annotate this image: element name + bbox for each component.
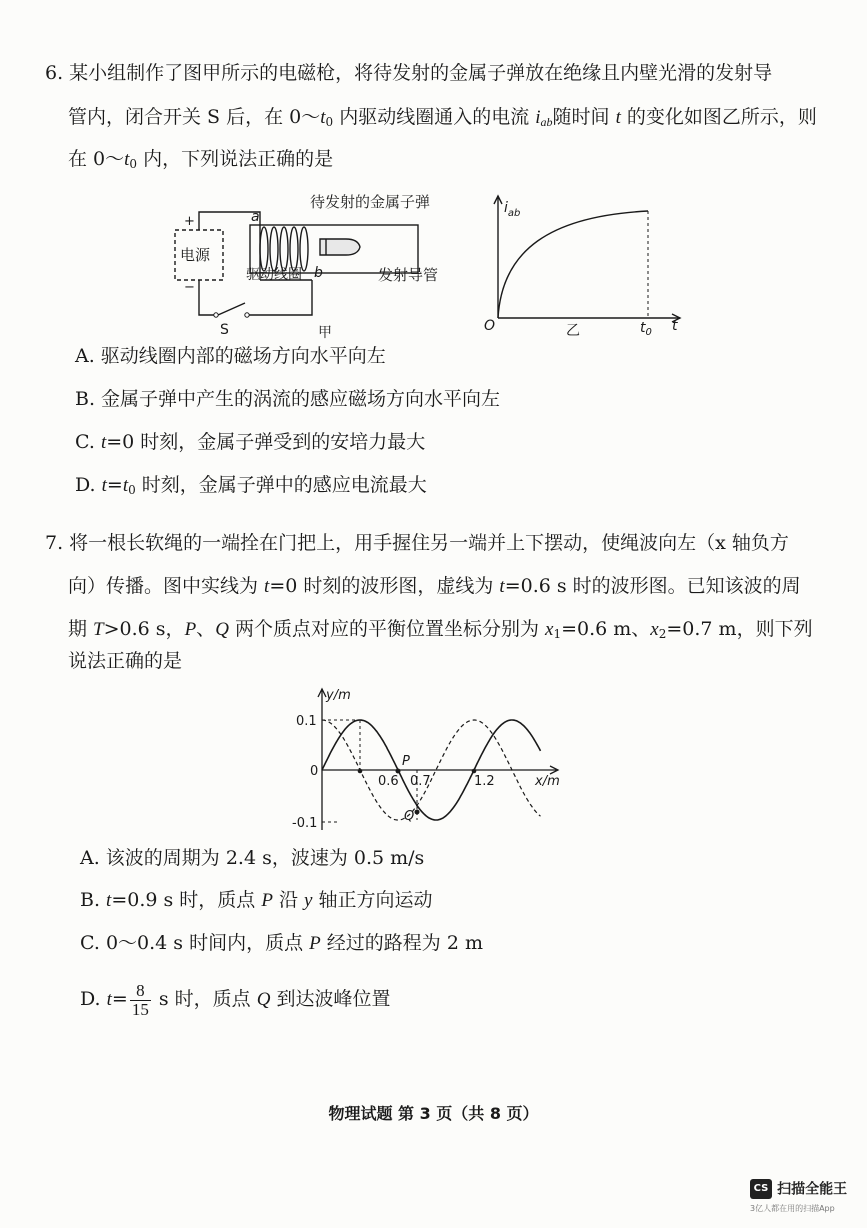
yi-t0: $t_0$	[640, 320, 652, 338]
q6-option-d: D. $t=t_0$ 时刻，金属子弹中的感应电流最大	[75, 474, 427, 497]
q7-option-a: A. 该波的周期为 2.4 s，波速为 0.5 m/s	[80, 847, 425, 869]
plus-sign: +	[184, 214, 195, 229]
tube-label: 发射导管	[378, 266, 439, 284]
fraction-8-15: $\frac{8}{15}$	[131, 980, 149, 1019]
q7-line-1: 7. 将一根长软绳的一端拴在门把上，用手握住另一端并上下摆动，使绳波向左（x 轴负方	[45, 532, 789, 554]
yi-origin: O	[484, 318, 496, 334]
q6-line-1: 6. 某小组制作了图甲所示的电磁枪，将待发射的金属子弹放在绝缘且内壁光滑的发射导	[45, 62, 773, 84]
camscanner-logo-icon: CS	[750, 1179, 772, 1199]
q7-line-4: 说法正确的是	[68, 650, 183, 672]
caption-jia: 甲	[318, 325, 332, 341]
minus-sign: −	[184, 280, 195, 295]
q6-option-b: B. 金属子弹中产生的涡流的感应磁场方向水平向左	[75, 388, 501, 410]
coil-label: 驱动线圈	[246, 267, 302, 283]
q7-option-c: C. 0～0.4 s 时间内，质点 P 经过的路程为 2 m	[80, 932, 483, 954]
q6-option-c: C. t=0 时刻，金属子弹受到的安培力最大	[75, 431, 426, 453]
point-p	[396, 769, 401, 774]
tick-1-2: 1.2	[474, 774, 495, 789]
q6-figure-yi	[480, 190, 690, 340]
tick-0-1: 0.1	[296, 714, 317, 729]
terminal-b: b	[314, 265, 323, 281]
caption-yi: 乙	[566, 323, 580, 339]
bullet-label: 待发射的金属子弹	[310, 193, 431, 211]
switch-label: S	[220, 322, 229, 338]
switch-blade	[218, 303, 245, 315]
q6-line-3: 在 $0\sim t_0$ 内，下列说法正确的是	[68, 148, 334, 171]
page-footer: 物理试题 第 3 页（共 8 页）	[328, 1104, 539, 1123]
bottom-wire	[199, 280, 215, 315]
tick-0-6: 0.6	[378, 774, 399, 789]
point-q	[415, 810, 420, 815]
q7-wave-graph	[290, 685, 570, 835]
terminal-a: a	[251, 209, 260, 225]
tick-zero: 0	[310, 764, 319, 779]
q6-figure-jia	[160, 185, 460, 340]
wave-xlabel: x/m	[535, 774, 560, 789]
tick-neg-0-1: -0.1	[292, 816, 318, 831]
yi-xlabel: t	[672, 318, 678, 334]
q7-option-b: B. t=0.9 s 时，质点 P 沿 y 轴正方向运动	[80, 889, 433, 911]
wave-ylabel: y/m	[326, 688, 351, 703]
q6-line-2: 管内，闭合开关 S 后，在 $0\sim t_0$ 内驱动线圈通入的电流 $i_{ab}$随时间 t 的变化如图乙所示，则	[68, 106, 817, 129]
power-label: 电源	[180, 246, 211, 264]
q7-line-2: 向）传播。图中实线为 t=0 时刻的波形图，虚线为 t=0.6 s 时的波形图。已知该波的周	[68, 575, 801, 597]
current-curve	[498, 211, 648, 318]
label-p: P	[402, 754, 410, 769]
tick-0-7: 0.7	[410, 774, 431, 789]
bottom-wire-right	[248, 292, 312, 315]
q7-line-3: 期 T>0.6 s，P、Q 两个质点对应的平衡位置坐标分别为 $x_1=0.6$ m、$x_2=0.7$ m，则下列	[68, 618, 813, 641]
yi-ylabel: $i_{ab}$	[504, 200, 521, 219]
q7-option-d: D. t= $\frac{8}{15}$ s 时，质点 Q 到达波峰位置	[80, 980, 391, 1019]
scanner-watermark: CS 扫描全能王 3亿人都在用的扫描App	[750, 1178, 862, 1214]
q6-option-a: A. 驱动线圈内部的磁场方向水平向左	[75, 345, 386, 367]
label-q: Q	[404, 809, 415, 824]
